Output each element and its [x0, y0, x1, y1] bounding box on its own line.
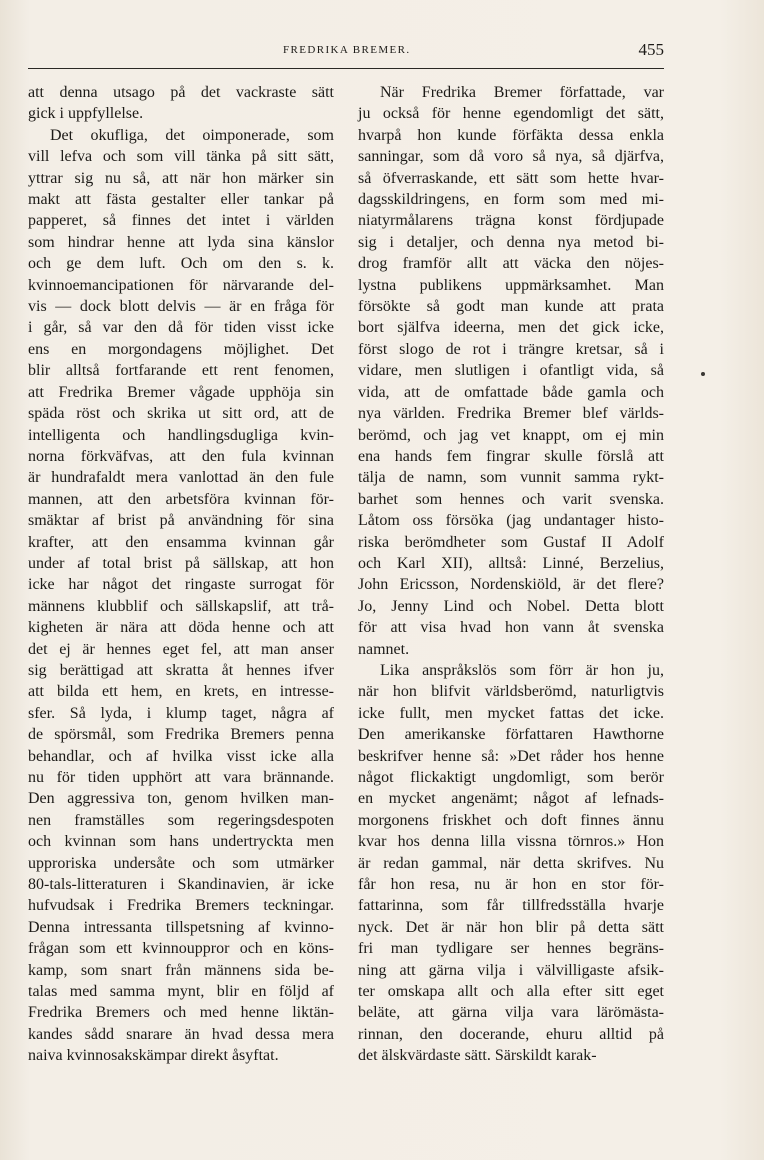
- page-number: 455: [638, 40, 664, 59]
- text-line: får hon resa, nu är hon en stor för-: [358, 876, 664, 894]
- text-line: hvarpå hon kunde förfäkta dessa enkla: [358, 126, 664, 144]
- text-line: när hon blifvit världsberömd, naturligtvis: [358, 683, 664, 701]
- text-line: kigheten är nära att döda henne och att: [28, 619, 334, 637]
- text-line: berömd, och jag vet knappt, om ej min: [358, 426, 664, 444]
- right-text-column: [358, 82, 664, 1067]
- text-line: upproriska undersåte och som utmärker: [28, 854, 334, 872]
- text-line: kvar hos denna lilla vissna törnros.» Hon: [358, 833, 664, 851]
- margin-speck: [701, 372, 705, 376]
- text-line: de spörsmål, som Fredrika Bremers penna: [28, 726, 334, 744]
- text-line: naiva kvinnosakskämpar direkt åsyftat.: [28, 1047, 279, 1065]
- text-line: yttrar sig nu så, att när hon märker sin: [28, 169, 334, 187]
- page-header: [28, 40, 664, 66]
- text-line: att Fredrika Bremer vågade upphöja sin: [28, 383, 334, 401]
- text-line: sig berättigad att skratta åt hennes ifver: [28, 661, 334, 679]
- text-line: morgonens friskhet och doft finnes ännu: [358, 811, 664, 829]
- text-line: Den amerikanske författaren Hawthorne: [358, 726, 664, 744]
- text-line: Jo, Jenny Lind och Nobel. Detta blott: [358, 597, 664, 615]
- header-rule: [28, 68, 664, 69]
- text-line: krafter, att den ensamma kvinnan går: [28, 533, 334, 551]
- text-line: ju också för henne egendomligt det sätt,: [358, 105, 664, 123]
- text-line: att denna utsago på det vackraste sätt: [28, 84, 334, 101]
- text-line: en mycket angenämt; något af lefnads-: [358, 790, 664, 808]
- text-line: bort själfva ideerna, men det gick icke,: [358, 319, 664, 337]
- text-line: vill lefva och som vill tänka på sitt sätt,: [28, 148, 334, 166]
- text-line: så öfverraskande, ett sätt som hette hvar-: [358, 169, 664, 187]
- text-line: och kvinnan som hans undertryckta men: [28, 833, 334, 851]
- text-line: för att visa hvad hon vann åt svenska: [358, 619, 664, 637]
- text-line: sfer. Så lyda, i klump taget, några af: [28, 704, 334, 722]
- text-line: att bilda ett hem, en krets, en intresse-: [28, 683, 334, 701]
- text-line: beläte, att gärna vilja vara lärömästa-: [358, 1004, 664, 1022]
- text-line: Det okufliga, det oimponerade, som: [50, 126, 334, 144]
- text-line: männens klubblif och sällskapslif, att trå-: [28, 597, 334, 615]
- text-line: niatyrmålarens trägna konst fördjupade: [358, 212, 664, 230]
- text-line: sig i detaljer, och denna nya metod bi-: [358, 233, 664, 251]
- text-line: ens en morgondagens möjlighet. Det: [28, 340, 334, 358]
- text-line: späda röst och skrika ut sitt ord, att de: [28, 405, 334, 423]
- text-line: rinnan, den docerande, ehuru alltid på: [358, 1025, 664, 1043]
- text-line: John Ericsson, Nordenskiöld, är det flere?: [358, 576, 664, 594]
- text-line: i går, så var den då för tiden visst icke: [28, 319, 334, 337]
- text-line: 80-tals-litteraturen i Skandinavien, är icke: [28, 876, 334, 894]
- text-line: kvinnoemancipationen för närvarande del-: [28, 276, 334, 294]
- text-line: något flickaktigt ungdomligt, som berör: [358, 769, 664, 786]
- text-line: drog framför allt att väcka den nöjes-: [358, 255, 664, 273]
- text-line: riska berömdheter som Gustaf II Adolf: [358, 533, 664, 551]
- text-line: smäktar af brist på användning för sina: [28, 512, 334, 530]
- text-line: dagsskildringens, en form som med mi-: [358, 191, 664, 209]
- text-line: ena hands fem fingrar skulle förslå att: [358, 447, 664, 465]
- text-line: det älskvärdaste sätt. Särskildt karak-: [358, 1047, 597, 1065]
- text-line: hufvudsak i Fredrika Bremers teckningar.: [28, 897, 334, 915]
- text-line: lystna publikens uppmärksamhet. Man: [358, 276, 664, 294]
- text-line: När Fredrika Bremer författade, var: [380, 84, 664, 101]
- text-line: vidare, men slutligen i ofantligt vida, så: [358, 362, 664, 380]
- text-line: barhet som hennes och varit svenska.: [358, 490, 664, 508]
- text-line: Låtom oss försöka (jag undantager histo-: [358, 512, 664, 530]
- text-line: är redan gammal, när detta skrifves. Nu: [358, 854, 664, 872]
- text-line: nen framställes som regeringsdespoten: [28, 811, 334, 829]
- text-line: kamp, som snart från männens sida be-: [28, 961, 334, 979]
- text-line: först slogo de rot i trängre kretsar, så i: [358, 340, 664, 358]
- text-line: det ej är hennes eget fel, att man anser: [28, 640, 334, 658]
- text-line: icke fullt, men mycket fattas det icke.: [358, 704, 664, 722]
- text-line: mannen, att den arbetsföra kvinnan för-: [28, 490, 334, 508]
- text-line: intelligenta och handlingsdugliga kvin-: [28, 426, 334, 444]
- text-line: frågan som ett kvinnouppror och en köns-: [28, 940, 334, 958]
- text-line: ter omskapa allt och alla efter sitt eget: [358, 983, 664, 1001]
- text-line: försökte så godt man kunde att prata: [358, 298, 664, 316]
- text-line: Fredrika Bremers och med henne liktän-: [28, 1004, 334, 1022]
- text-line: vis — dock blott delvis — är en fråga för: [28, 298, 334, 316]
- text-line: kandes sådd snarare än hvad dessa mera: [28, 1025, 334, 1043]
- text-line: norna förkväfvas, att den fula kvinnan: [28, 447, 334, 465]
- text-line: talas med samma mynt, blir en följd af: [28, 983, 334, 1001]
- running-title: FREDRIKA BREMER.: [283, 44, 411, 56]
- text-line: under af total brist på sällskap, att hon: [28, 554, 334, 572]
- text-line: som hindrar henne att lyda sina känslor: [28, 233, 334, 251]
- text-line: behandlar, och af hvilka visst icke alla: [28, 747, 334, 765]
- text-line: och Karl XII), alltså: Linné, Berzelius,: [358, 554, 664, 572]
- text-line: namnet.: [358, 640, 410, 658]
- text-line: tälja de namn, som vunnit samma rykt-: [358, 469, 664, 487]
- text-line: makt att fästa gestalter eller tankar på: [28, 191, 334, 209]
- text-line: är hundrafaldt mera vanlottad än den fule: [28, 469, 334, 487]
- text-line: Lika anspråkslös som förr är hon ju,: [380, 661, 664, 679]
- text-line: fri man tydligare ser hennes begräns-: [358, 940, 664, 958]
- text-line: nu för tiden upphört att vara brännande.: [28, 769, 334, 786]
- text-line: nyck. Det är när hon blir på detta sätt: [358, 918, 664, 936]
- text-line: nya världen. Fredrika Bremer blef världs-: [358, 405, 664, 423]
- left-text-column: [28, 82, 334, 1067]
- text-line: Denna intressanta tillspetsning af kvinno-: [28, 918, 334, 936]
- text-line: icke har något det ringaste surrogat för: [28, 576, 334, 594]
- text-line: ning att gärna vilja i välvilligaste afsik-: [358, 961, 664, 979]
- text-line: gick i uppfyllelse.: [28, 105, 144, 123]
- text-line: Den aggressiva ton, genom hvilken man-: [28, 790, 334, 808]
- text-line: sanningar, som då voro så nya, så djärfva,: [358, 148, 664, 166]
- text-line: vida, att de omfattade både gamla och: [358, 383, 664, 401]
- text-line: fattarinna, som får tillfredsställa hvarje: [358, 897, 664, 915]
- text-line: papperet, så finnes det intet i världen: [28, 212, 334, 230]
- text-line: beskrifver henne så: »Det råder hos henne: [358, 747, 664, 765]
- text-line: och ge dem luft. Och om den s. k.: [28, 255, 334, 273]
- text-line: blir alltså fortfarande ett rent fenomen,: [28, 362, 334, 380]
